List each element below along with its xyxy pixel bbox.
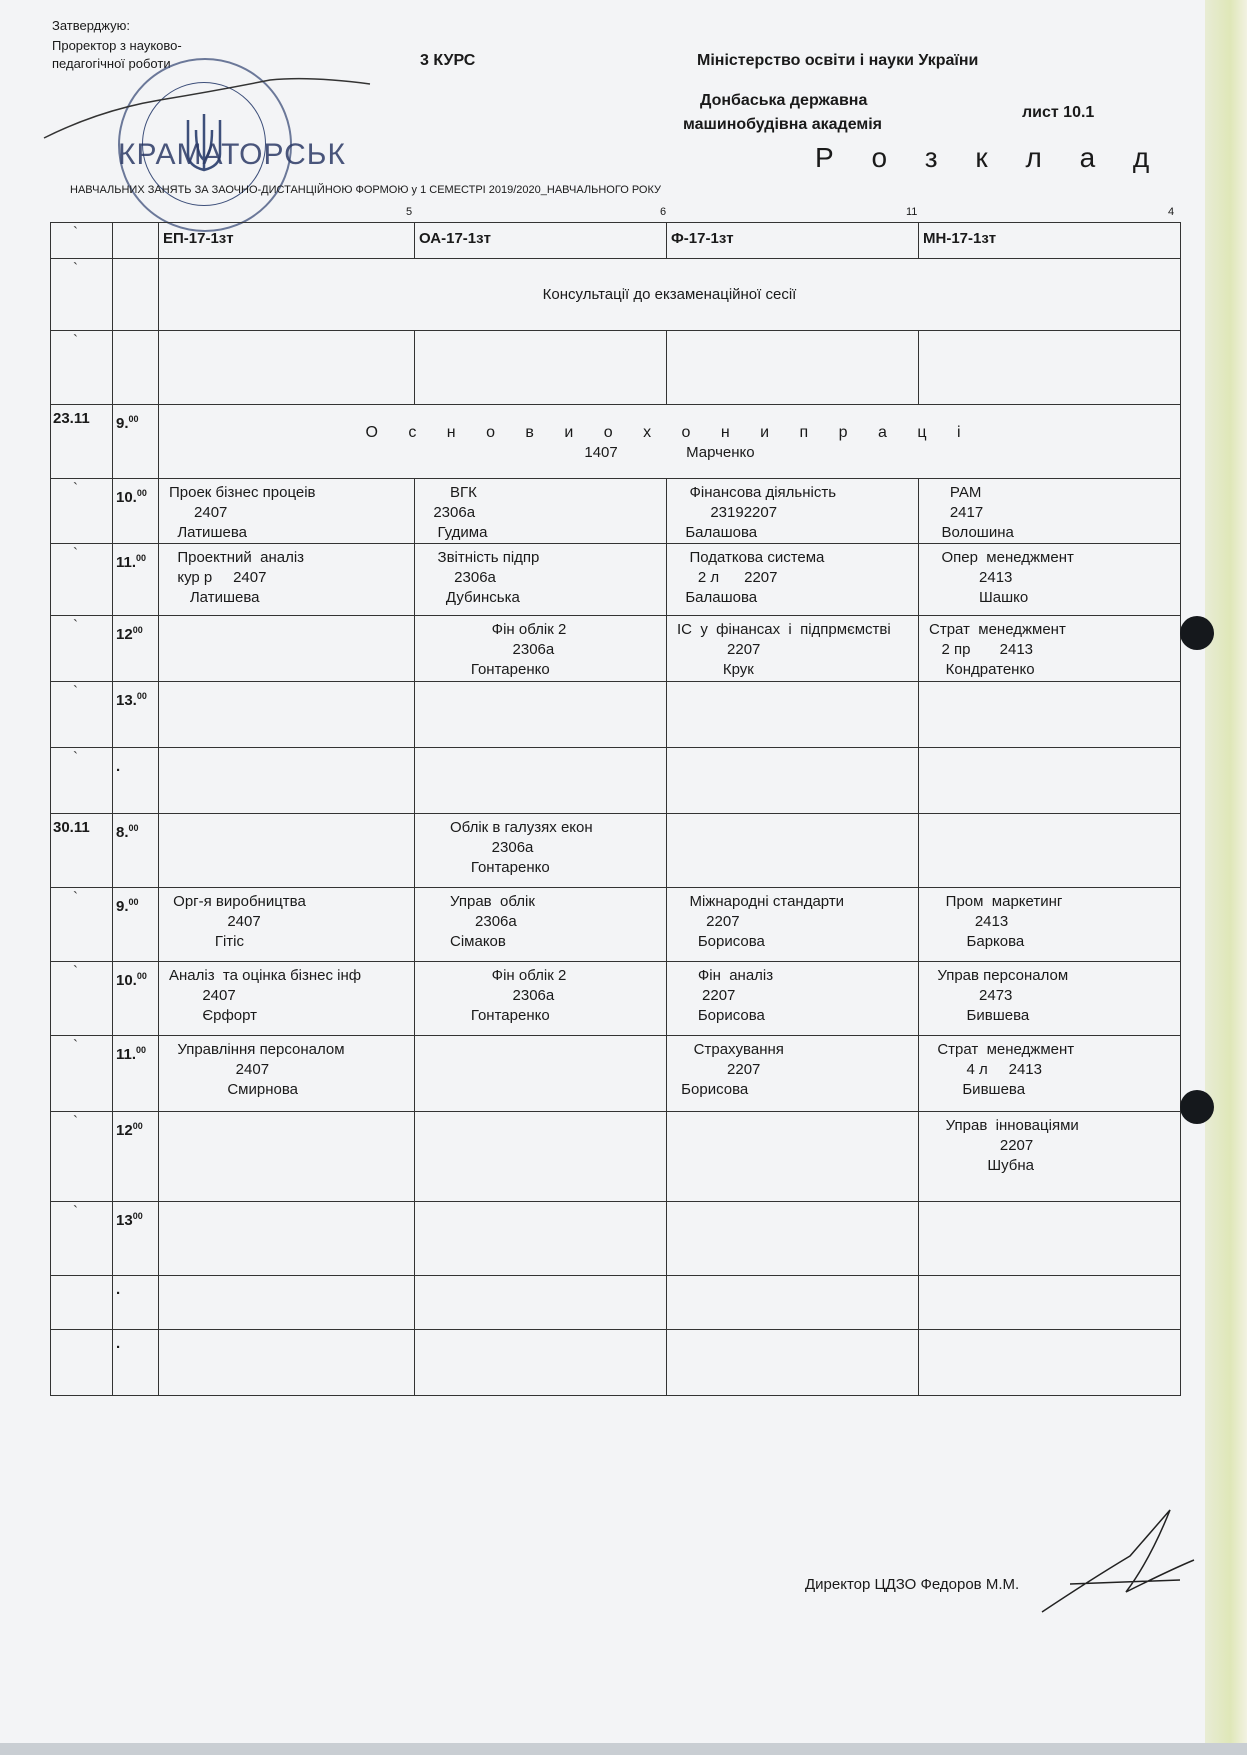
date-cell: `: [51, 479, 113, 544]
class-cell-f: [667, 682, 919, 748]
teacher: Латишева: [169, 524, 247, 541]
blank-row: [51, 1330, 1181, 1396]
time-minutes: 00: [136, 1045, 147, 1055]
teacher: Борисова: [677, 1007, 765, 1024]
room: 2407: [169, 913, 261, 930]
class-cell-f: [667, 1036, 919, 1112]
schedule-row: [51, 748, 1181, 814]
date-cell: `: [51, 544, 113, 616]
teacher: Гонтаренко: [425, 1007, 550, 1024]
room: кур р 2407: [169, 569, 267, 586]
time-hour: 8.: [116, 824, 129, 841]
sheet-number: лист 10.1: [1022, 104, 1095, 121]
common-room-teacher: [159, 443, 1180, 463]
date-cell: `: [51, 1202, 113, 1276]
schedule-cell: [159, 1330, 415, 1396]
time-hour: 9.: [116, 898, 129, 915]
class-cell-mn: [919, 682, 1181, 748]
subject: Проек бізнес процеів: [169, 484, 316, 501]
class-cell-mn: [919, 479, 1181, 544]
common-room: 1407: [584, 444, 618, 461]
subject: Управ персоналом: [929, 967, 1069, 984]
room: 2306а: [425, 839, 534, 856]
class-cell-ep: [159, 682, 415, 748]
schedule-row: [51, 888, 1181, 962]
subject: Звітність підпр: [425, 549, 540, 566]
time-minutes: 00: [132, 1211, 143, 1221]
teacher: Балашова: [677, 524, 758, 541]
schedule-cell: [159, 1276, 415, 1330]
date-cell: `: [51, 259, 113, 331]
class-cell-oa: [415, 1112, 667, 1202]
schedule-row: [51, 616, 1181, 682]
date-cell: `: [51, 888, 113, 962]
time-minutes: 00: [128, 414, 139, 424]
class-cell-f: [667, 748, 919, 814]
room: 2413: [929, 913, 1009, 930]
teacher: Дубинська: [425, 589, 520, 606]
date-cell: `: [51, 748, 113, 814]
subject: Фін аналіз: [677, 967, 774, 984]
time-minutes: 00: [136, 691, 147, 701]
ministry-label: Міністерство освіти і науки України: [697, 52, 979, 69]
common-teacher: Марченко: [686, 444, 755, 461]
subject: Облік в галузях екон: [425, 819, 593, 836]
common-lecture-cell: [159, 405, 1181, 479]
class-cell-ep: [159, 814, 415, 888]
time-minutes: 00: [136, 553, 147, 563]
consult-title-row: [51, 259, 1181, 331]
time-minutes: 00: [136, 488, 147, 498]
subject: Управ облік: [425, 893, 535, 910]
teacher: Борисова: [677, 933, 765, 950]
subject: Міжнародні стандарти: [677, 893, 845, 910]
director-signature-icon: [1030, 1500, 1200, 1620]
class-cell-ep: [159, 1202, 415, 1276]
column-number-5: 5: [406, 206, 413, 218]
schedule-row: [51, 814, 1181, 888]
subject: Проектний аналіз: [169, 549, 305, 566]
schedule-row: [51, 962, 1181, 1036]
date-cell: `: [51, 962, 113, 1036]
schedule-30-11: [51, 814, 1181, 1276]
room: 2306а: [425, 504, 476, 521]
time-cell: [113, 888, 159, 962]
time-cell: [113, 331, 159, 405]
subject: Фін облік 2: [425, 967, 567, 984]
teacher: Латишева: [169, 589, 260, 606]
date-cell: `: [51, 682, 113, 748]
room: 2207: [677, 913, 740, 930]
date-23-11: 23.11: [51, 405, 113, 479]
class-cell-mn: [919, 748, 1181, 814]
schedule-row: [51, 1036, 1181, 1112]
class-cell-f: [667, 479, 919, 544]
date-cell: [51, 1330, 113, 1396]
class-cell-oa: [415, 814, 667, 888]
date-cell: `: [51, 1112, 113, 1202]
teacher: Гудима: [425, 524, 488, 541]
subject: Страт менеджмент: [929, 1041, 1075, 1058]
teacher: Гонтаренко: [425, 859, 550, 876]
time-cell: [113, 1036, 159, 1112]
teacher: Бившева: [929, 1007, 1030, 1024]
class-cell-ep: [159, 962, 415, 1036]
schedule-cell: [415, 1330, 667, 1396]
room: 2407: [169, 987, 236, 1004]
schedule-cell: [667, 331, 919, 405]
time-cell: [113, 223, 159, 259]
schedule-row: [51, 479, 1181, 544]
class-cell-oa: [415, 479, 667, 544]
paper-edge: [1205, 0, 1247, 1755]
room: 2306а: [425, 987, 555, 1004]
teacher: Шубна: [929, 1157, 1034, 1174]
schedule-cell: [667, 1276, 919, 1330]
group-ep: ЕП-17-1зт: [159, 223, 415, 259]
teacher: Гітіс: [169, 933, 244, 950]
class-cell-mn: [919, 1036, 1181, 1112]
room: 2407: [169, 1061, 270, 1078]
class-cell-mn: [919, 962, 1181, 1036]
page-subtitle: НАВЧАЛЬНИХ ЗАНЯТЬ ЗА ЗАОЧНО-ДИСТАНЦІЙНОЮ ФОРМОЮ у 1 СЕМЕСТРІ 2019/2020_НАВЧАЛЬНОГО РОКУ: [70, 184, 661, 196]
schedule-extra-rows: [51, 1276, 1181, 1396]
stamp-city: КРАМАТОРСЬК: [118, 138, 346, 171]
time-cell: [113, 1202, 159, 1276]
class-cell-f: [667, 1202, 919, 1276]
class-cell-mn: [919, 888, 1181, 962]
teacher: Сімаков: [425, 933, 506, 950]
class-cell-f: [667, 888, 919, 962]
schedule-row: [51, 544, 1181, 616]
time-cell: [113, 405, 159, 479]
room: 2306а: [425, 569, 496, 586]
director-signature-line: Директор ЦДЗО Федоров М.М.: [805, 1576, 1020, 1593]
column-number-11: 11: [906, 206, 918, 218]
subject: Орг-я виробництва: [169, 893, 306, 910]
time-hour: 11.: [116, 554, 137, 571]
prorector-line-1: Проректор з науково-: [52, 38, 182, 53]
common-lecture-row: [51, 405, 1181, 479]
group-f: Ф-17-1зт: [667, 223, 919, 259]
group-oa: ОА-17-1зт: [415, 223, 667, 259]
academy-line-1: Донбаська державна: [700, 92, 868, 109]
room: 2207: [677, 641, 761, 658]
subject: Страт менеджмент: [929, 621, 1066, 638]
schedule-cell: [919, 331, 1181, 405]
date-cell: [51, 1276, 113, 1330]
course-label: 3 КУРС: [420, 52, 476, 69]
class-cell-f: [667, 814, 919, 888]
teacher: Смирнова: [169, 1081, 298, 1098]
class-cell-ep: [159, 544, 415, 616]
class-cell-ep: [159, 1036, 415, 1112]
room: 23192207: [677, 504, 778, 521]
class-cell-mn: [919, 616, 1181, 682]
time-hour: 11.: [116, 1046, 137, 1063]
punch-hole-top: [1180, 616, 1214, 650]
class-cell-oa: [415, 748, 667, 814]
class-cell-ep: [159, 748, 415, 814]
time-cell: .: [113, 1330, 159, 1396]
approve-label: Затверджую:: [52, 18, 130, 33]
date-cell: `: [51, 223, 113, 259]
class-cell-oa: [415, 1036, 667, 1112]
schedule-row: [51, 1202, 1181, 1276]
class-cell-mn: [919, 1202, 1181, 1276]
time-minutes: 00: [132, 625, 143, 635]
schedule-cell: [159, 331, 415, 405]
subject: Податкова система: [677, 549, 825, 566]
common-subject: О с н о в и о х о н и п р а ц і: [365, 424, 974, 441]
teacher: Волошина: [929, 524, 1014, 541]
subject: Аналіз та оцінка бізнес інф: [169, 967, 362, 984]
room: 2417: [929, 504, 984, 521]
subject: Управління персоналом: [169, 1041, 345, 1058]
class-cell-oa: [415, 962, 667, 1036]
prorector-line-2: педагогічної роботи: [52, 56, 171, 71]
time-hour: 12: [116, 1122, 133, 1139]
time-cell: [113, 1112, 159, 1202]
date-cell: 30.11: [51, 814, 113, 888]
column-number-6: 6: [660, 206, 667, 218]
time-minutes: 00: [136, 971, 147, 981]
room: 2 л 2207: [677, 569, 778, 586]
time-cell: [113, 814, 159, 888]
subject: Опер менеджмент: [929, 549, 1074, 566]
schedule-row: [51, 1112, 1181, 1202]
class-cell-ep: [159, 1112, 415, 1202]
room: 2207: [929, 1137, 1034, 1154]
room: 2306а: [425, 641, 555, 658]
time-minutes: 00: [128, 823, 139, 833]
teacher: Бившева: [929, 1081, 1026, 1098]
class-cell-oa: [415, 888, 667, 962]
schedule-cell: [415, 331, 667, 405]
room: 2207: [677, 987, 736, 1004]
class-cell-f: [667, 1112, 919, 1202]
class-cell-oa: [415, 616, 667, 682]
schedule-cell: [415, 1276, 667, 1330]
schedule-23-11: [51, 479, 1181, 814]
subject: РАМ: [929, 484, 982, 501]
subject: Фінансова діяльність: [677, 484, 837, 501]
time-cell: [113, 962, 159, 1036]
class-cell-ep: [159, 888, 415, 962]
schedule-cell: [919, 1276, 1181, 1330]
subject: Управ інноваціями: [929, 1117, 1079, 1134]
time-hour: 9.: [116, 415, 129, 432]
class-cell-mn: [919, 814, 1181, 888]
class-cell-oa: [415, 544, 667, 616]
teacher: Балашова: [677, 589, 758, 606]
scan-bottom-edge: [0, 1743, 1247, 1755]
teacher: Гонтаренко: [425, 661, 550, 678]
schedule-cell: [667, 1330, 919, 1396]
teacher: Баркова: [929, 933, 1025, 950]
page-title: Р о з к л а д: [815, 142, 1165, 173]
time-hour: 10.: [116, 489, 137, 506]
teacher: Єрфорт: [169, 1007, 258, 1024]
class-cell-ep: [159, 616, 415, 682]
date-cell: `: [51, 1036, 113, 1112]
subject: Фін облік 2: [425, 621, 567, 638]
time-cell: [113, 259, 159, 331]
academy-line-2: машинобудівна академія: [683, 116, 883, 133]
time-cell: [113, 616, 159, 682]
subject: ВГК: [425, 484, 477, 501]
schedule-table: [50, 222, 1181, 1396]
approval-signature-icon: [40, 70, 380, 150]
class-cell-mn: [919, 1112, 1181, 1202]
room: 2413: [929, 569, 1013, 586]
teacher: Кондратенко: [929, 661, 1035, 678]
time-cell: [113, 479, 159, 544]
room: 2306а: [425, 913, 517, 930]
column-number-4: 4: [1168, 206, 1175, 218]
blank-row: [51, 331, 1181, 405]
time-hour: 12: [116, 626, 133, 643]
class-cell-ep: [159, 479, 415, 544]
room: 2473: [929, 987, 1013, 1004]
class-cell-f: [667, 616, 919, 682]
time-minutes: 00: [128, 897, 139, 907]
class-cell-mn: [919, 544, 1181, 616]
teacher: Борисова: [677, 1081, 749, 1098]
class-cell-f: [667, 962, 919, 1036]
schedule-cell: [919, 1330, 1181, 1396]
room: 2407: [169, 504, 228, 521]
time-hour: 10.: [116, 972, 137, 989]
room: 2 пр 2413: [929, 641, 1034, 658]
date-cell: `: [51, 616, 113, 682]
teacher: Шашко: [929, 589, 1029, 606]
teacher: Крук: [677, 661, 754, 678]
group-header-row: [51, 223, 1181, 259]
time-cell: .: [113, 1276, 159, 1330]
time-hour: .: [116, 758, 121, 775]
subject: ІС у фінансах і підпрмємстві: [677, 621, 891, 638]
punch-hole-bottom: [1180, 1090, 1214, 1124]
room: 4 л 2413: [929, 1061, 1042, 1078]
time-hour: 13.: [116, 692, 137, 709]
time-hour: 13: [116, 1212, 133, 1229]
class-cell-oa: [415, 682, 667, 748]
schedule-row: [51, 682, 1181, 748]
class-cell-f: [667, 544, 919, 616]
subject: Страхування: [677, 1041, 784, 1058]
blank-row: [51, 1276, 1181, 1330]
group-mn: МН-17-1зт: [919, 223, 1181, 259]
time-cell: [113, 544, 159, 616]
time-minutes: 00: [132, 1121, 143, 1131]
date-cell: `: [51, 331, 113, 405]
room: 2207: [677, 1061, 761, 1078]
class-cell-oa: [415, 1202, 667, 1276]
subject: Пром маркетинг: [929, 893, 1063, 910]
consult-title: Консультації до екзаменаційної сесії: [159, 259, 1181, 331]
time-cell: [113, 682, 159, 748]
time-cell: [113, 748, 159, 814]
